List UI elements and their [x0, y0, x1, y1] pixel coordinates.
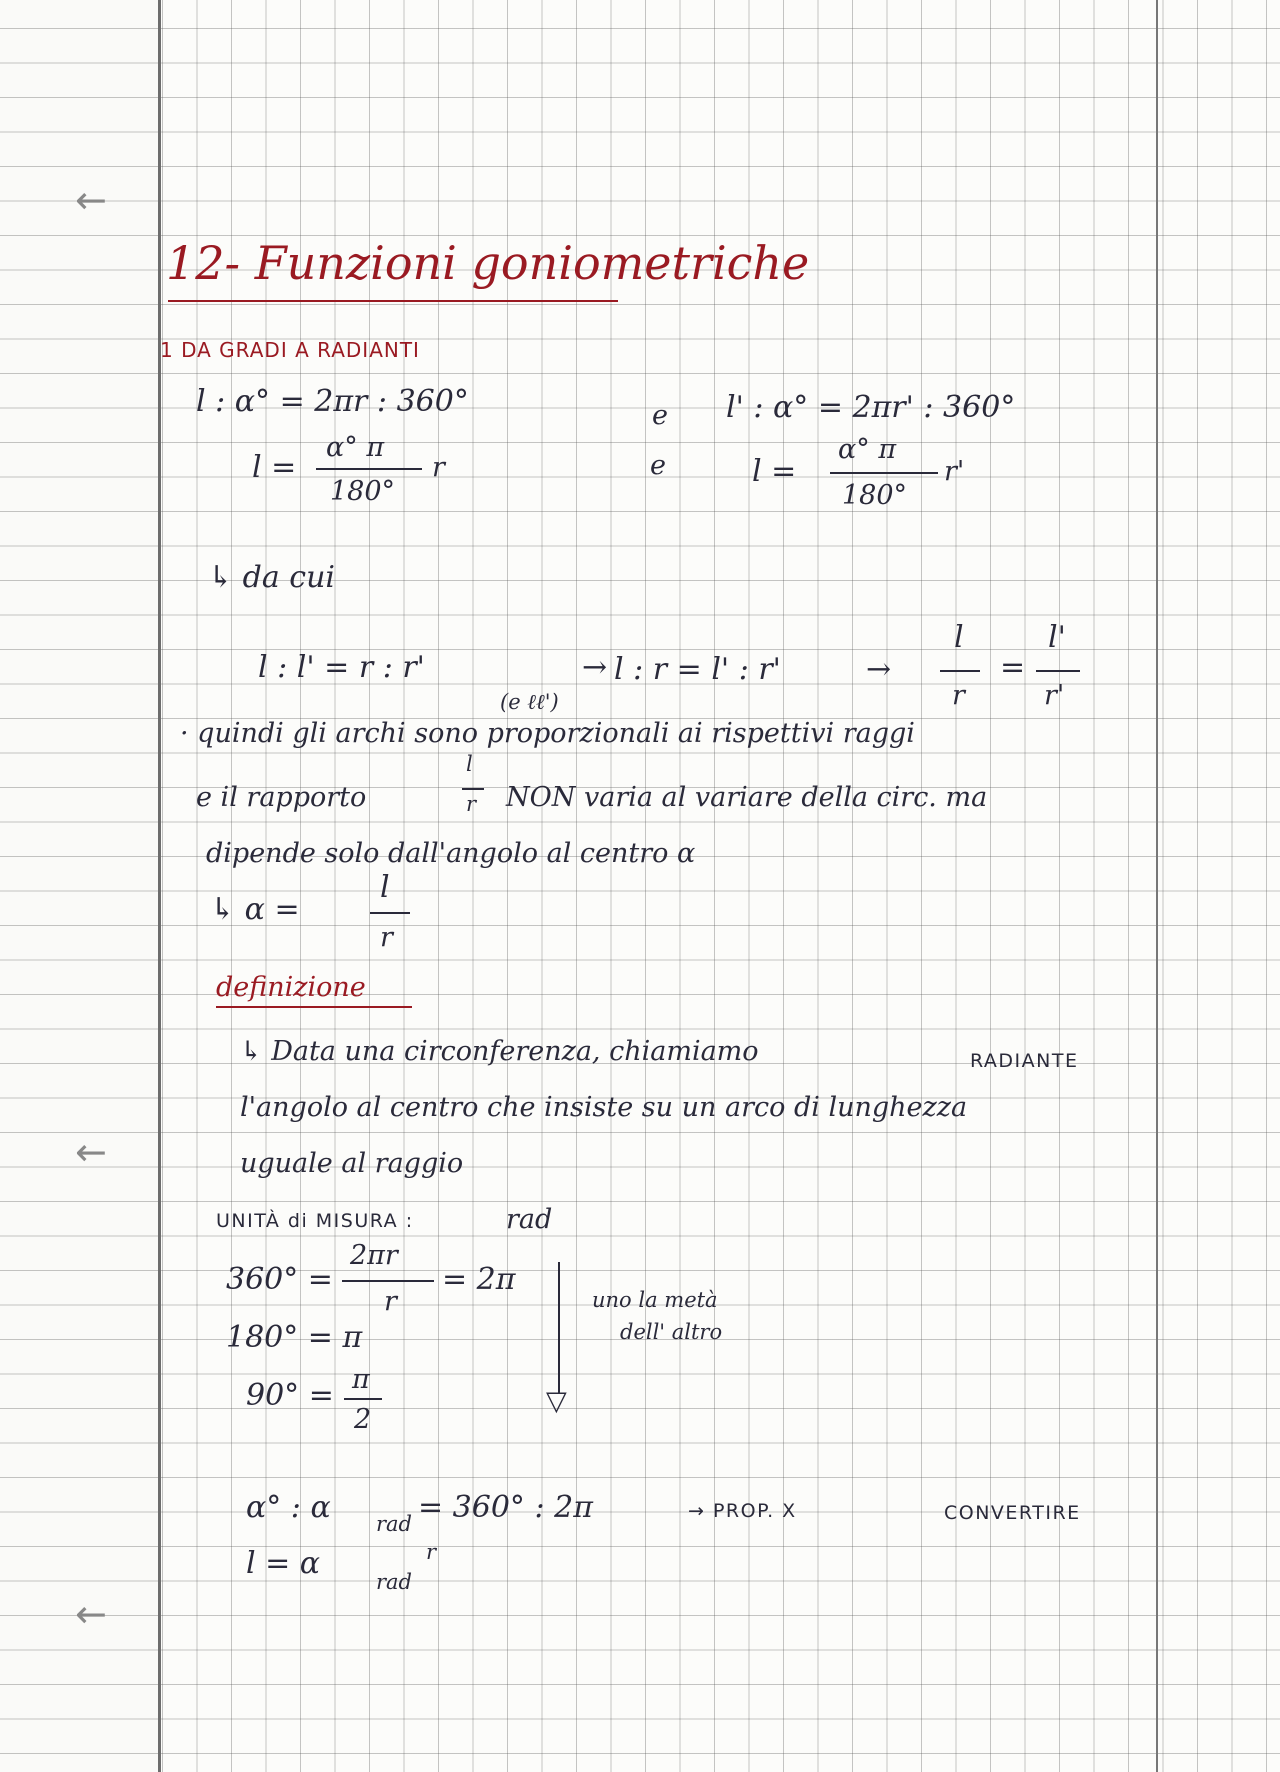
formula-left-label: l =: [252, 450, 297, 485]
conversion-proportion-a: α° : α: [246, 1490, 331, 1525]
fraction-bar: [342, 1280, 434, 1282]
final-formula: l = α: [246, 1546, 321, 1581]
formula-right-r: r': [944, 456, 965, 487]
alpha-denominator: r: [380, 922, 393, 953]
down-arrow-line: [558, 1262, 560, 1394]
ratio-numerator: l: [466, 752, 473, 776]
alpha-definition: ↳ α =: [210, 892, 300, 927]
definition-label: definizione: [216, 972, 366, 1003]
fraction-2-denominator: r': [1044, 680, 1065, 711]
final-r: r: [426, 1540, 437, 1564]
text-line-quindi: · quindi gli archi sono proporzionali ai rispettivi raggi: [180, 718, 915, 749]
text-line-dipende: dipende solo dall'angolo al centro α: [206, 838, 696, 869]
insert-note: (e ℓℓ'): [500, 690, 559, 714]
binder-hole-mark-icon: ←: [75, 178, 107, 222]
chain-part-1: l : l' = r : r': [258, 650, 425, 685]
conversion-arrow: → PROP. X: [688, 1500, 797, 1522]
da-cui-note: ↳ da cui: [208, 560, 336, 595]
fraction-bar: [1036, 670, 1080, 672]
binder-hole-mark-icon: ←: [75, 1592, 107, 1636]
page-title: 12- Funzioni goniometriche: [166, 236, 810, 290]
chain-arrow-2: →: [866, 652, 892, 687]
proportion-right: l' : α° = 2πr' : 360°: [726, 390, 1016, 425]
chain-part-2: l : r = l' : r': [614, 652, 781, 687]
conversion-proportion-b: = 360° : 2π: [418, 1490, 593, 1525]
eq-90-label: 90° =: [246, 1378, 334, 1413]
formula-right-denominator: 180°: [842, 480, 908, 511]
text-line-rapporto-b: NON varia al variare della circ. ma: [506, 782, 988, 813]
unit-label: UNITÀ di MISURA :: [216, 1210, 414, 1232]
definition-line-2: l'angolo al centro che insiste su un arco di lunghezza: [240, 1092, 968, 1123]
formula-left-denominator: 180°: [330, 476, 396, 507]
fraction-bar: [940, 670, 980, 672]
binder-hole-mark-icon: ←: [75, 1130, 107, 1174]
margin-line: [158, 0, 161, 1772]
conjunction-e: e: [652, 400, 668, 431]
fraction-1-denominator: r: [952, 680, 965, 711]
formula-left-r: r: [432, 452, 445, 483]
fraction-bar: [462, 788, 484, 790]
eq-90-denominator: 2: [354, 1404, 372, 1435]
fraction-bar: [370, 912, 410, 914]
left-margin: [0, 0, 160, 1772]
fraction-equals: =: [1000, 650, 1026, 685]
eq-360-result: = 2π: [442, 1262, 516, 1297]
formula-left-numerator: α° π: [326, 432, 385, 463]
down-arrow-icon: ▽: [546, 1386, 567, 1417]
fraction-2-numerator: l': [1048, 620, 1066, 655]
unit-value: rad: [506, 1204, 553, 1235]
fraction-1-numerator: l: [954, 620, 964, 655]
eq-90-numerator: π: [352, 1364, 370, 1395]
final-rad-subscript: rad: [376, 1570, 413, 1594]
conversion-label: CONVERTIRE: [944, 1502, 1081, 1524]
definition-underline: [216, 1006, 412, 1008]
definition-line-1: ↳ Data una circonferenza, chiamiamo: [240, 1036, 759, 1067]
formula-right-label: l =: [752, 454, 797, 489]
proportion-left: l : α° = 2πr : 360°: [196, 384, 469, 419]
conjunction-e: e: [650, 450, 666, 481]
fraction-bar: [316, 468, 422, 470]
ratio-denominator: r: [466, 792, 477, 816]
text-line-rapporto-a: e il rapporto: [196, 782, 367, 813]
eq-360-label: 360° =: [226, 1262, 333, 1297]
chain-arrow-1: →: [582, 650, 608, 685]
right-border-line: [1156, 0, 1158, 1772]
title-underline: [168, 300, 618, 302]
note-half-line-1: uno la metà: [592, 1288, 718, 1312]
fraction-bar: [344, 1398, 382, 1400]
fraction-bar: [830, 472, 938, 474]
definition-line-3: uguale al raggio: [240, 1148, 464, 1179]
rad-subscript: rad: [376, 1512, 413, 1536]
formula-right-numerator: α° π: [838, 434, 897, 465]
section-heading: 1 DA GRADI A RADIANTI: [160, 338, 420, 362]
eq-180: 180° = π: [226, 1320, 363, 1355]
radiante-term: RADIANTE: [970, 1050, 1079, 1072]
note-half-line-2: dell' altro: [620, 1320, 723, 1344]
alpha-numerator: l: [380, 870, 390, 905]
eq-360-denominator: r: [384, 1286, 397, 1317]
eq-360-numerator: 2πr: [350, 1240, 398, 1271]
